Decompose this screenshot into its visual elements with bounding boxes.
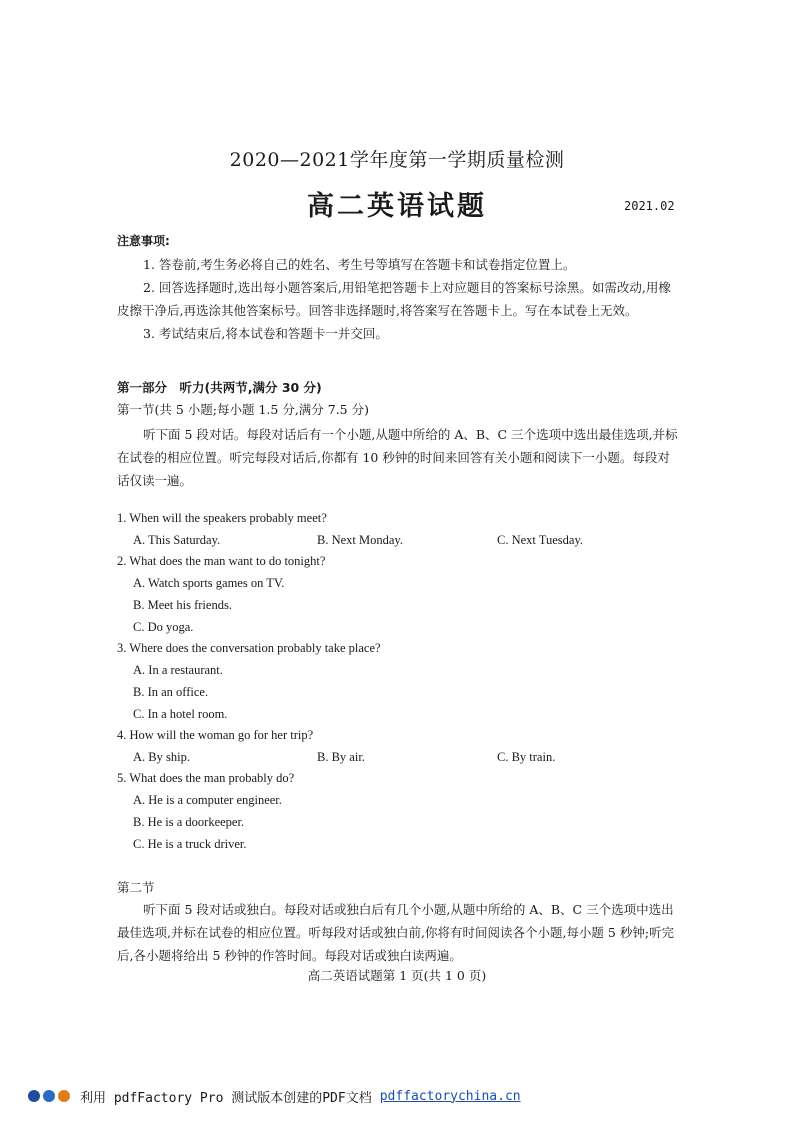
option-2c: C. Do yoga. — [133, 620, 194, 634]
notes-block — [117, 230, 682, 345]
option-2b: B. Meet his friends. — [133, 598, 232, 612]
question-3: 3. Where does the conversation probably take place? — [117, 641, 381, 655]
question-5: 5. What does the man probably do? — [117, 771, 295, 785]
option-3a: A. In a restaurant. — [133, 663, 223, 677]
note-item: 1. 答卷前,考生务必将自己的姓名、考生号等填写在答题卡和试卷指定位置上。 — [143, 257, 576, 272]
watermark-dot-icon — [58, 1090, 70, 1102]
year-title: 2020—2021学年度第一学期质量检测 — [229, 149, 565, 171]
watermark-text: 利用 pdfFactory Pro 测试版本创建的PDF文档 — [80, 1090, 372, 1106]
watermark-dot-icon — [28, 1090, 40, 1102]
option-3b: B. In an office. — [133, 685, 209, 699]
option-4b: B. By air. — [317, 750, 365, 764]
exam-date: 2021.02 — [624, 199, 675, 213]
page-title: 高二英语试题 — [307, 191, 487, 222]
watermark-link[interactable]: pdffactorychina.cn — [379, 1088, 521, 1104]
page-footer: 高二英语试题第 1 页(共 1 0 页) — [307, 968, 487, 983]
section1-instructions: 听下面 5 段对话。每段对话后有一个小题,从题中所给的 A、B、C 三个选项中选出最佳选项,并标在试卷的相应位置。听完每段对话后,你都有 10 秒钟的时间来回答有关小题和阅读下一小题。每段对话仅读一遍。 — [117, 427, 678, 488]
watermark-bar — [28, 1087, 521, 1105]
option-5b: B. He is a doorkeeper. — [133, 815, 245, 829]
option-3c: C. In a hotel room. — [133, 707, 228, 721]
question-2: 2. What does the man want to do tonight? — [117, 554, 326, 568]
section1-title: 第一节(共 5 小题;每小题 1.5 分,满分 7.5 分) — [117, 402, 369, 417]
option-1a: A. This Saturday. — [133, 533, 221, 547]
note-item: 3. 考试结束后,将本试卷和答题卡一并交回。 — [143, 326, 388, 341]
section2-title: 第二节 — [117, 880, 155, 895]
part1-title: 第一部分 听力(共两节,满分 30 分) — [117, 380, 322, 395]
option-4c: C. By train. — [497, 750, 556, 764]
watermark-dot-icon — [43, 1090, 55, 1102]
option-2a: A. Watch sports games on TV. — [133, 576, 285, 590]
section2-instructions: 听下面 5 段对话或独白。每段对话或独白后有几个小题,从题中所给的 A、B、C 三个选项中选出最佳选项,并标在试卷的相应位置。听每段对话或独白前,你将有时间阅读各个小题,每小题 5 秒钟;听完后,各小题将给出 5 秒钟的作答时间。每段对话或独白读两遍。 — [117, 902, 675, 963]
option-1b: B. Next Monday. — [317, 533, 403, 547]
option-5a: A. He is a computer engineer. — [133, 793, 282, 807]
notes-heading: 注意事项: — [117, 234, 170, 248]
option-5c: C. He is a truck driver. — [133, 837, 247, 851]
note-item: 2. 回答选择题时,选出每小题答案后,用铅笔把答题卡上对应题目的答案标号涂黑。如需改动,用橡皮擦干净后,再选涂其他答案标号。回答非选择题时,将答案写在答题卡上。写在本试卷上无效。 — [117, 280, 671, 318]
option-1c: C. Next Tuesday. — [497, 533, 584, 547]
question-1: 1. When will the speakers probably meet? — [117, 511, 327, 525]
question-4: 4. How will the woman go for her trip? — [117, 728, 314, 742]
option-4a: A. By ship. — [133, 750, 190, 764]
